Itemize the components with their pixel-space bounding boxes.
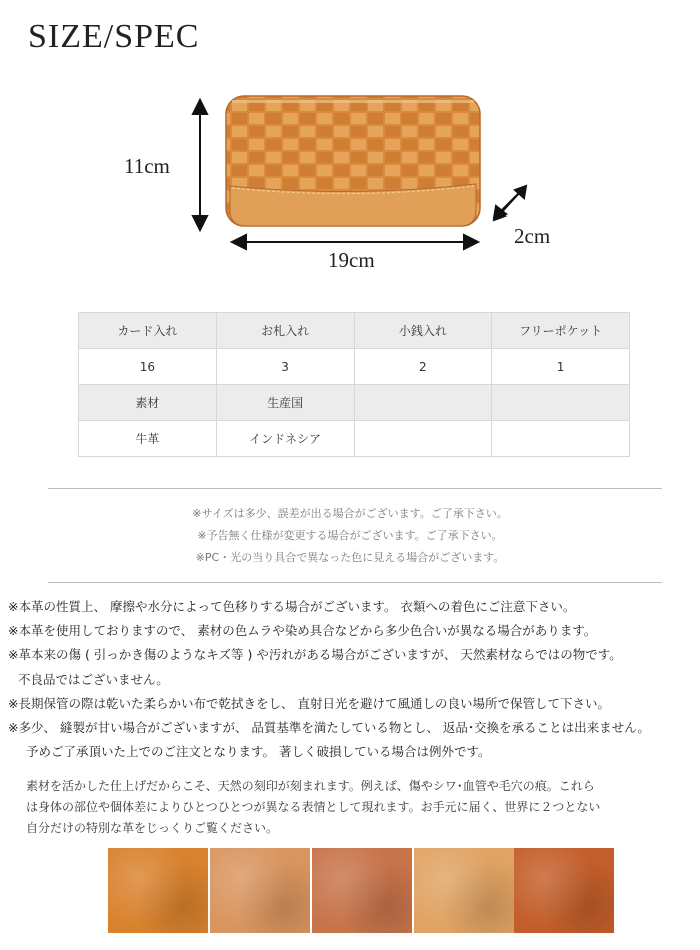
height-arrow xyxy=(193,100,207,230)
table-header xyxy=(492,385,630,421)
caution-list xyxy=(8,595,700,764)
table-cell xyxy=(354,421,492,457)
caution-line: ※本革の性質上、 摩擦や水分によって色移りする場合がございます。 衣類への着色にご注意下さい。 xyxy=(8,599,576,614)
leather-swatch xyxy=(514,848,614,933)
caution-line: ※本革を使用しておりますので、 素材の色ムラや染め具合などから多少色合いが異なる場合があります。 xyxy=(8,623,597,639)
table-header: 生産国 xyxy=(216,385,354,421)
note-line: ※PC・光の当り具合で異なった色に見える場合がございます。 xyxy=(195,551,505,564)
leather-swatch xyxy=(108,848,208,933)
leather-description xyxy=(26,776,676,839)
table-row xyxy=(79,421,630,457)
table-cell: 牛革 xyxy=(79,421,217,457)
leather-swatch xyxy=(210,848,310,933)
table-header: 小銭入れ xyxy=(354,313,492,349)
divider xyxy=(48,582,662,583)
table-header: 素材 xyxy=(79,385,217,421)
table-header: カード入れ xyxy=(79,313,217,349)
depth-arrow-icon xyxy=(490,180,530,225)
description-line: 素材を活かした仕上げだからこそ、天然の刻印が刻まれます。例えば、傷やシワ･血管や毛穴の痕。これら xyxy=(26,779,595,793)
table-cell: 2 xyxy=(354,349,492,385)
table-cell: 3 xyxy=(216,349,354,385)
notes xyxy=(0,503,700,569)
description-line: は身体の部位や個体差によりひとつひとつが異なる表情として現れます。お手元に届く、世界に２つとない xyxy=(26,800,601,814)
table-row xyxy=(79,385,630,421)
table-row xyxy=(79,349,630,385)
caution-line: ※長期保管の際は乾いた柔らかい布で乾拭きをし、 直射日光を避けて風通しの良い場所で保管して下さい。 xyxy=(8,695,610,711)
divider xyxy=(48,488,662,489)
caution-line: 予めご了承頂いた上でのご注文となります。 著しく破損している場合は例外です。 xyxy=(26,744,491,760)
leather-swatch xyxy=(312,848,412,933)
table-header: お札入れ xyxy=(216,313,354,349)
table-header: フリーポケット xyxy=(492,313,630,349)
width-label: 19cm xyxy=(328,248,375,272)
spec-table xyxy=(78,312,630,457)
caution-line: ※多少、 縫製が甘い場合がございますが、 品質基準を満たしている物とし、 返品･交換を承ることは出来ません。 xyxy=(8,720,650,736)
note-line: ※サイズは多少、誤差が出る場合がございます。ご了承下さい。 xyxy=(192,507,508,520)
table-cell: 16 xyxy=(79,349,217,385)
table-header xyxy=(354,385,492,421)
leather-swatch xyxy=(414,848,514,933)
note-line: ※予告無く仕様が変更する場合がございます。ご了承下さい。 xyxy=(197,529,503,542)
product-photo xyxy=(180,60,520,270)
caution-line: 不良品ではございません。 xyxy=(18,671,169,687)
depth-label: 2cm xyxy=(514,224,551,248)
height-label: 11cm xyxy=(124,154,170,178)
caution-line: ※革本来の傷 ( 引っかき傷のようなキズ等 ) や汚れがある場合がございますが、 天然素材ならではの物です。 xyxy=(8,647,622,663)
wallet-image xyxy=(226,96,480,226)
width-arrow xyxy=(232,235,478,249)
table-cell xyxy=(492,421,630,457)
description-line: 自分だけの特別な革をじっくりご覧ください。 xyxy=(26,821,279,835)
page-title: SIZE/SPEC xyxy=(28,18,200,55)
table-cell: インドネシア xyxy=(216,421,354,457)
table-cell: 1 xyxy=(492,349,630,385)
table-row xyxy=(79,313,630,349)
